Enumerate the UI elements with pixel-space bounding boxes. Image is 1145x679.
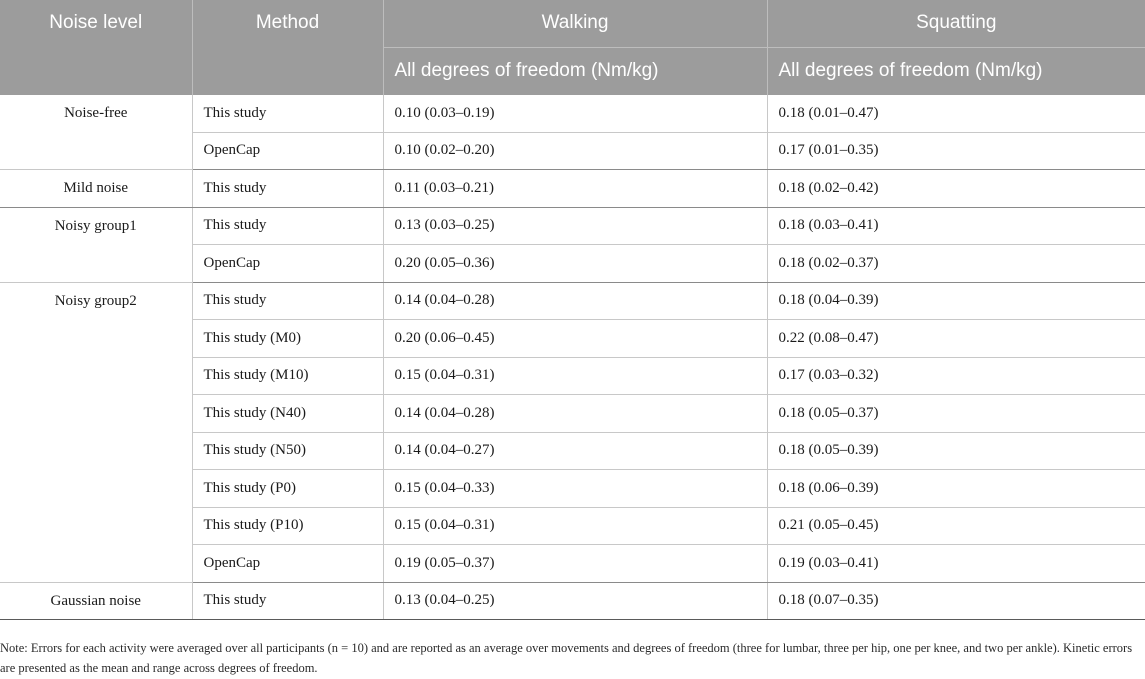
walking-cell: 0.11 (0.03–0.21) — [383, 170, 767, 208]
method-cell: This study — [192, 582, 383, 620]
table-row — [0, 170, 1145, 208]
squatting-cell: 0.21 (0.05–0.45) — [767, 507, 1145, 545]
walking-cell: 0.14 (0.04–0.27) — [383, 432, 767, 470]
walking-cell: 0.15 (0.04–0.31) — [383, 507, 767, 545]
noise-level-cell: Mild noise — [0, 170, 192, 208]
walking-cell: 0.19 (0.05–0.37) — [383, 545, 767, 583]
method-cell: This study — [192, 207, 383, 245]
squatting-cell: 0.18 (0.05–0.39) — [767, 432, 1145, 470]
noise-level-cell: Noisy group1 — [0, 207, 192, 282]
header-squatting: Squatting — [767, 0, 1145, 47]
table-body — [0, 95, 1145, 620]
header-squatting-subtitle: All degrees of freedom (Nm/kg) — [767, 47, 1145, 95]
walking-cell: 0.14 (0.04–0.28) — [383, 395, 767, 433]
method-cell: This study — [192, 282, 383, 320]
walking-cell: 0.13 (0.04–0.25) — [383, 582, 767, 620]
walking-cell: 0.20 (0.06–0.45) — [383, 320, 767, 358]
header-noise-level: Noise level — [0, 0, 192, 95]
header-walking-subtitle: All degrees of freedom (Nm/kg) — [383, 47, 767, 95]
header-walking: Walking — [383, 0, 767, 47]
squatting-cell: 0.18 (0.05–0.37) — [767, 395, 1145, 433]
method-cell: This study (P0) — [192, 470, 383, 508]
squatting-cell: 0.18 (0.07–0.35) — [767, 582, 1145, 620]
table-note: Note: Errors for each activity were averaged over all participants (n = 10) and are reported as an average over movements and degrees of freedom (three for lumbar, three per hip, one per knee, and two per ankle). Kinetic errors are presented as the mean and range across degrees of freedom. — [0, 641, 1133, 675]
squatting-cell: 0.18 (0.04–0.39) — [767, 282, 1145, 320]
method-cell: This study (N50) — [192, 432, 383, 470]
table-row — [0, 582, 1145, 620]
method-cell: OpenCap — [192, 545, 383, 583]
squatting-cell: 0.22 (0.08–0.47) — [767, 320, 1145, 358]
walking-cell: 0.10 (0.02–0.20) — [383, 132, 767, 170]
squatting-cell: 0.17 (0.03–0.32) — [767, 357, 1145, 395]
walking-cell: 0.14 (0.04–0.28) — [383, 282, 767, 320]
walking-cell: 0.15 (0.04–0.31) — [383, 357, 767, 395]
squatting-cell: 0.18 (0.02–0.37) — [767, 245, 1145, 283]
squatting-cell: 0.17 (0.01–0.35) — [767, 132, 1145, 170]
table-row — [0, 282, 1145, 320]
method-cell: This study (P10) — [192, 507, 383, 545]
table-row — [0, 95, 1145, 133]
squatting-cell: 0.18 (0.03–0.41) — [767, 207, 1145, 245]
method-cell: OpenCap — [192, 245, 383, 283]
noise-level-cell: Gaussian noise — [0, 582, 192, 620]
method-cell: This study — [192, 170, 383, 208]
noise-level-cell: Noisy group2 — [0, 282, 192, 582]
header-method: Method — [192, 0, 383, 95]
walking-cell: 0.13 (0.03–0.25) — [383, 207, 767, 245]
squatting-cell: 0.18 (0.06–0.39) — [767, 470, 1145, 508]
method-cell: This study (M0) — [192, 320, 383, 358]
squatting-cell: 0.18 (0.01–0.47) — [767, 95, 1145, 133]
noise-level-cell: Noise-free — [0, 95, 192, 170]
method-cell: This study — [192, 95, 383, 133]
walking-cell: 0.15 (0.04–0.33) — [383, 470, 767, 508]
squatting-cell: 0.19 (0.03–0.41) — [767, 545, 1145, 583]
method-cell: OpenCap — [192, 132, 383, 170]
method-cell: This study (N40) — [192, 395, 383, 433]
table-row — [0, 207, 1145, 245]
squatting-cell: 0.18 (0.02–0.42) — [767, 170, 1145, 208]
walking-cell: 0.10 (0.03–0.19) — [383, 95, 767, 133]
method-cell: This study (M10) — [192, 357, 383, 395]
walking-cell: 0.20 (0.05–0.36) — [383, 245, 767, 283]
